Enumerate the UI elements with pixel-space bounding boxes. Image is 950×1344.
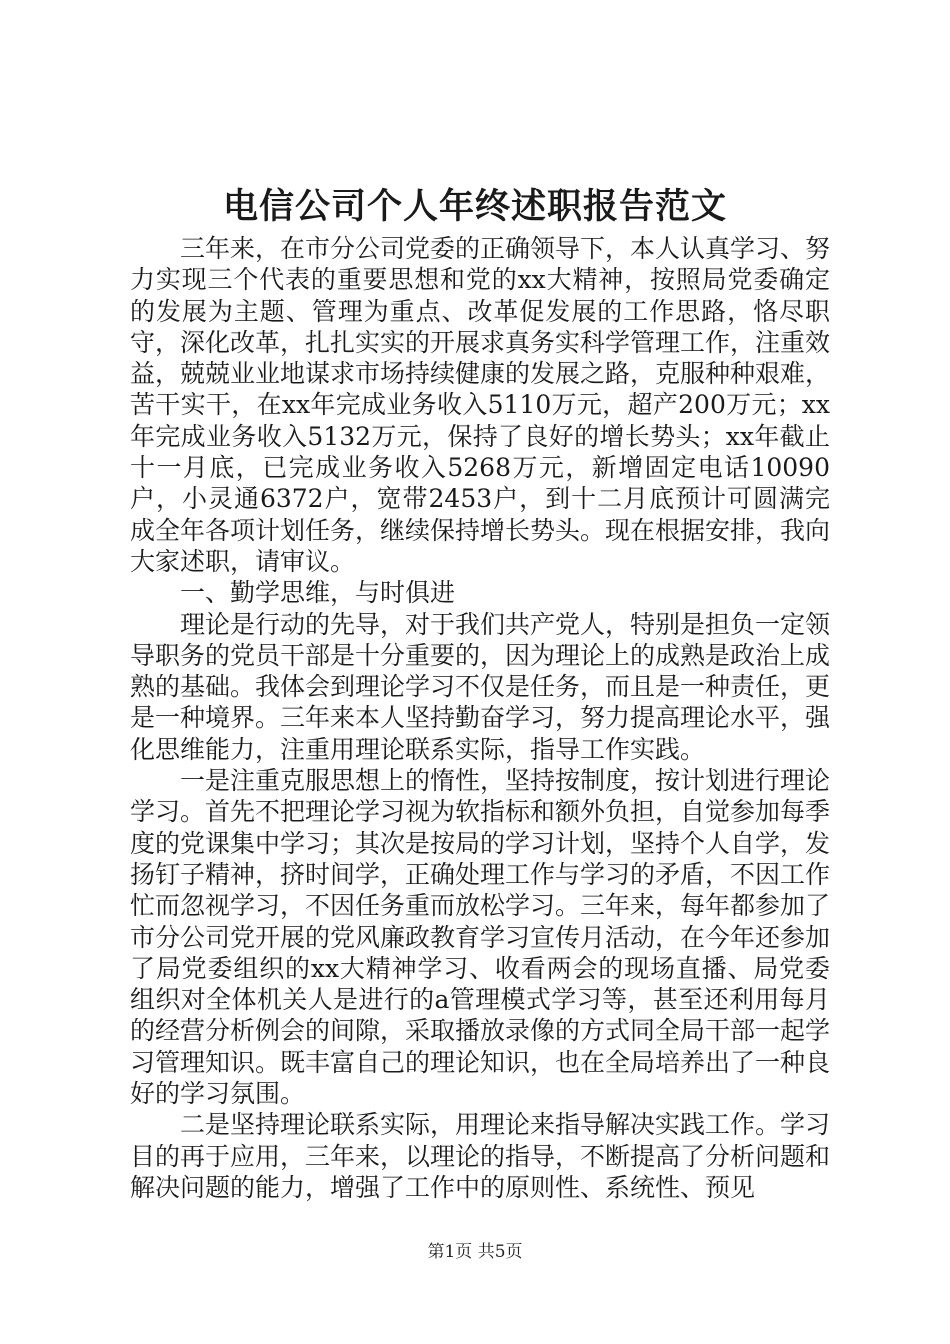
section-heading-1: 一、勤学思维，与时俱进 bbox=[180, 578, 456, 608]
paragraph-theory: 理论是行动的先导，对于我们共产党人，特别是担负一定领导职务的党员干部是十分重要的，因为理论上的成熟是政治上成熟的基础。我体会到理论学习不仅是任务，而且是一种责任，更是一种境界。三年来本人坚持勤奋学习，努力提高理论水平，强化思维能力，注重用理论联系实际，指导工作实践。 bbox=[130, 609, 831, 764]
paragraph-point-1: 一是注重克服思想上的惰性，坚持按制度，按计划进行理论学习。首先不把理论学习视为软指标和额外负担，自觉参加每季度的党课集中学习；其次是按局的学习计划，坚持个人自学，发扬钉子精神，挤时间学，正确处理工作与学习的矛盾，不因工作忙而忽视学习，不因任务重而放松学习。三年来，每年都参加了市分公司党开展的党风廉政教育学习宣传月活动，在今年还参加了局党委组织的xx大精神学习、收看两会的现场直播、局党委组织对全体机关人是进行的a管理模式学习等，甚至还利用每月的经营分析例会的间隙，采取播放录像的方式同全局干部一起学习管理知识。既丰富自己的理论知识，也在全局培养出了一种良好的学习氛围。 bbox=[130, 766, 831, 1109]
paragraph-intro: 三年来，在市分公司党委的正确领导下，本人认真学习、努力实现三个代表的重要思想和党的xx大精神，按照局党委确定的发展为主题、管理为重点、改革促发展的工作思路，恪尽职守，深化改革，扎扎实实的开展求真务实科学管理工作，注重效益，兢兢业业地谋求市场持续健康的发展之路，克服种种艰难，苦干实干，在xx年完成业务收入5110万元，超产200万元；xx年完成业务收入5132万元，保持了良好的增长势头；xx年截止十一月底，已完成业务收入5268万元，新增固定电话10090户，小灵通6372户，宽带2453户，到十二月底预计可圆满完成全年各项计划任务，继续保持增长势头。现在根据安排，我向大家述职，请审议。 bbox=[130, 234, 831, 576]
document-body bbox=[130, 233, 830, 1203]
document-title: 电信公司个人年终述职报告范文 bbox=[222, 187, 727, 227]
paragraph-point-2: 二是坚持理论联系实际，用理论来指导解决实践工作。学习目的再于应用，三年来，以理论的指导，不断提高了分析问题和解决问题的能力，增强了工作中的原则性、系统性、预见 bbox=[130, 1110, 831, 1202]
page-footer: 第1页 共5页 bbox=[427, 1242, 523, 1262]
